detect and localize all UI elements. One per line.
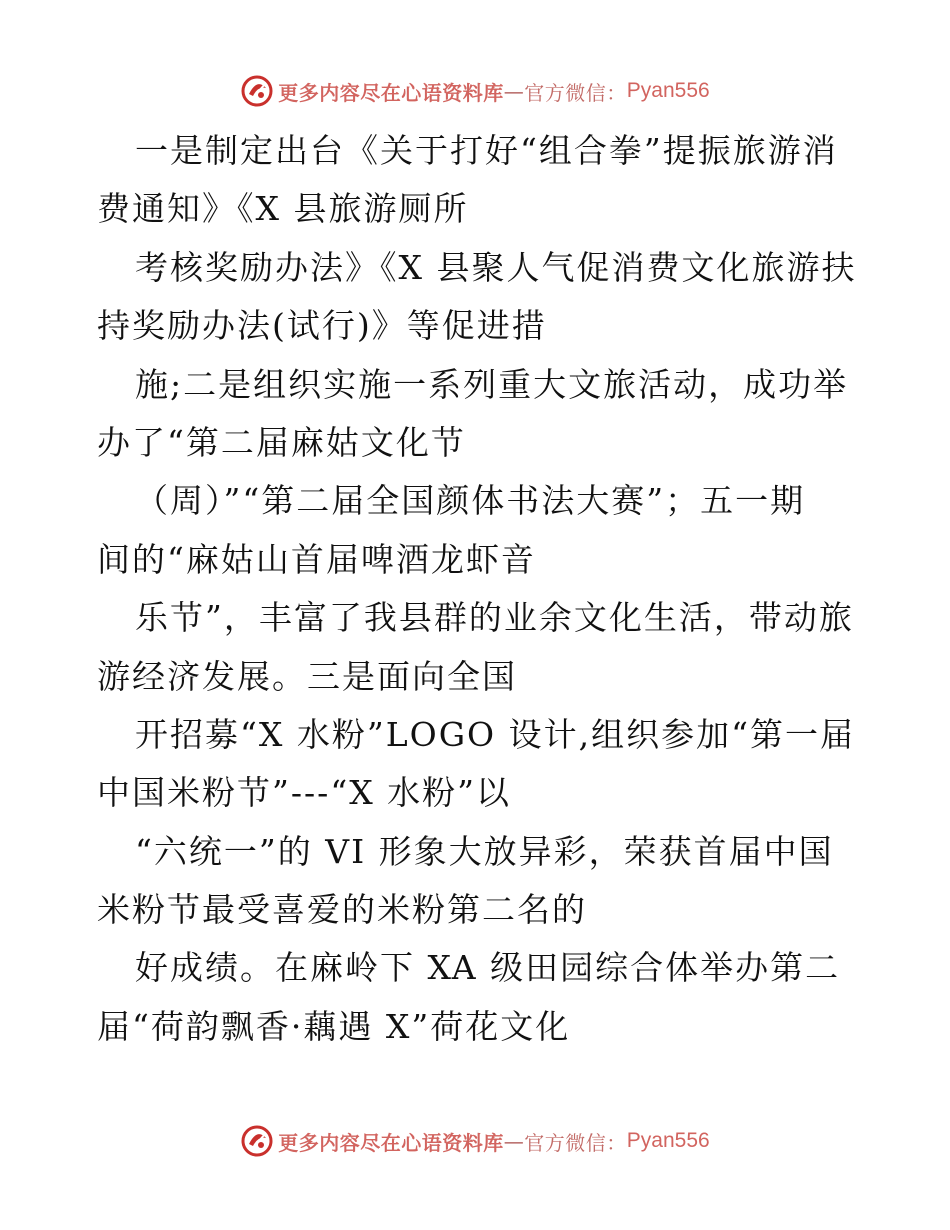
body-line: 间的“麻姑山首届啤酒龙虾音: [97, 539, 536, 579]
body-line: 一是制定出台《关于打好“组合拳”提振旅游消: [135, 131, 838, 170]
banner-wechat-label: 官方微信：: [524, 80, 627, 105]
body-line: 米粉节最受喜爱的米粉第二名的: [97, 890, 587, 930]
body-line: 届“荷韵飘香·藕遇 X”荷花文化: [97, 1006, 571, 1046]
body-line: 费通知》《X 县旅游厕所: [97, 189, 469, 229]
body-line: 中国米粉节”---“X 水粉”以: [97, 773, 512, 813]
body-line: 施;二是组织实施一系列重大文旅活动，成功举: [135, 364, 849, 404]
header-banner: [0, 71, 950, 111]
body-line: 办了“第二届麻姑文化节: [97, 422, 466, 462]
banner-wechat-id: Pyan556: [626, 1129, 710, 1152]
body-line: 游经济发展。三是面向全国: [97, 656, 517, 696]
banner-wechat-id: Pyan556: [626, 79, 710, 102]
body-line: 持奖励办法(试行)》等促进措: [97, 306, 547, 346]
banner-dash: —: [503, 79, 525, 103]
footer-banner: [0, 1121, 950, 1161]
body-line: 考核奖励办法》《X 县聚人气促消费文化旅游扶: [135, 247, 857, 287]
banner-title: 更多内容尽在心语资料库: [278, 1130, 504, 1155]
body-line: “六统一”的 VI 形象大放异彩，荣获首届中国: [135, 831, 834, 871]
banner-wechat-label: 官方微信：: [524, 1130, 627, 1155]
body-line: 好成绩。在麻岭下 XA 级田园综合体举办第二: [135, 948, 841, 988]
banner-dash: —: [503, 1129, 525, 1153]
swirl-logo-icon: [240, 1124, 274, 1158]
banner-title: 更多内容尽在心语资料库: [278, 80, 504, 105]
body-line: （周）”“第二届全国颜体书法大赛”；五一期: [135, 481, 806, 521]
body-line: 开招募“X 水粉”LOGO 设计,组织参加“第一届: [135, 714, 855, 754]
document-body: [97, 122, 857, 1056]
swirl-logo-icon: [240, 74, 274, 108]
body-line: 乐节”，丰富了我县群的业余文化生活，带动旅: [135, 598, 854, 638]
